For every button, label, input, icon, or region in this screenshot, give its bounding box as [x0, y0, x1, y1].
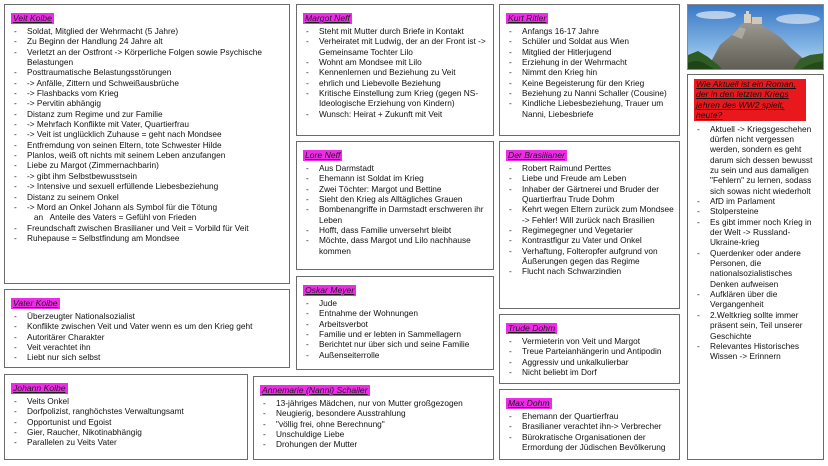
list-item: - Bombenangriffe in Darmstadt erschweren ihr Leben [303, 204, 489, 225]
oskar-meyer-box [296, 276, 494, 370]
list-item: - Distanz zum Regime und zur Familie [11, 109, 285, 119]
list-item: - Berichtet nur über sich und seine Familie [303, 339, 489, 349]
annemarie-schaller-list [260, 398, 489, 450]
list-item: - Kennenlernen und Beziehung zu Veit [303, 67, 489, 77]
list-item: - Opportunist und Egoist [11, 417, 243, 427]
list-item: - Konflikte zwischen Veit und Vater wenn es um den Krieg geht [11, 321, 285, 331]
list-item: - Distanz zu seinem Onkel [11, 192, 285, 202]
trude-dohm-list [506, 336, 675, 377]
annemarie-schaller-box [253, 376, 494, 460]
list-item: - -> Pervitin abhängig [11, 98, 285, 108]
list-item: - Wohnt am Mondsee mit Lilo [303, 57, 489, 67]
list-item: - Aus Darmstadt [303, 163, 489, 173]
list-item: - ehrlich und Liebevolle Beziehung [303, 78, 489, 88]
list-item: - Regimegegner und Vegetarier [506, 225, 675, 235]
max-dohm-list [506, 411, 675, 452]
trude-dohm-box [499, 314, 680, 384]
list-item: - Robert Raimund Perttes [506, 163, 675, 173]
list-item: - Liebe und Freude am Leben [506, 173, 675, 183]
list-item: - Entnahme der Wohnungen [303, 308, 489, 318]
list-item: - Zu Beginn der Handlung 24 Jahre alt [11, 36, 285, 46]
lore-neff-list [303, 163, 489, 256]
list-item: - AfD im Parlament [694, 196, 819, 206]
kurt-ritler-box [499, 4, 680, 136]
oskar-meyer-title: Oskar Meyer [305, 285, 355, 295]
list-item: - Brasilianer verachtet ihn-> Verbrecher [506, 421, 675, 431]
list-item: - Es gibt immer noch Krieg in der Welt -> Russland-Ukraine-krieg [694, 217, 819, 248]
brasilianer-title: Der Brasilianer [508, 150, 565, 160]
list-item: - Freundschaft zwischen Brasilianer und Veit = Vorbild für Veit [11, 223, 285, 233]
list-item: - Entfremdung von seinen Eltern, tote Schwester Hilde [11, 140, 285, 150]
vater-kolbe-box [4, 289, 290, 368]
list-item: - -> Mord an Onkel Johann als Symbol für die Tötung an Anteile des Vaters = Gefühl von Frieden [11, 202, 285, 223]
list-item: - Verheiratet mit Ludwig, der an der Front ist -> Gemeinsame Tochter Lilo [303, 36, 489, 57]
vater-kolbe-list [11, 311, 285, 363]
list-item: - Überzeugter Nationalsozialist [11, 311, 285, 321]
list-item: - Jude [303, 298, 489, 308]
list-item: - Relevantes Historisches Wissen -> Erinnern [694, 341, 819, 362]
veit-kolbe-list [11, 26, 285, 243]
list-item: - Unschuldige Liebe [260, 429, 489, 439]
list-item: - -> gibt ihm Selbstbewusstsein [11, 171, 285, 181]
list-item: - Beziehung zu Nanni Schaller (Cousine) [506, 88, 675, 98]
list-item: - Kehrt wegen Eltern zurück zum Mondsee -> Fehler! Will zurück nach Brasilien [506, 204, 675, 225]
list-item: - Schüler und Soldat aus Wien [506, 36, 675, 46]
vater-kolbe-title: Vater Kolbe [13, 298, 58, 308]
list-item: - "völlig frei, ohne Berechnung" [260, 419, 489, 429]
list-item: - Autoritärer Charakter [11, 332, 285, 342]
list-item: - Kontrastfigur zu Vater und Onkel [506, 235, 675, 245]
veit-kolbe-box [4, 4, 290, 284]
margot-neff-title: Margot Neff [305, 13, 350, 23]
list-item: - Aktuell -> Kriegsgeschehen dürfen nicht vergessen werden, sondern es geht darum sich dessen bewusst zu sein und aus damaligen "Fehlern" zu lernen, sodass sich sowas nicht wiederholt [694, 124, 819, 196]
list-item: - Keine Begeisterung für den Krieg [506, 78, 675, 88]
list-item: - Liebt nur sich selbst [11, 352, 285, 362]
margot-neff-list [303, 26, 489, 119]
list-item: - -> Flashbacks vom Krieg [11, 88, 285, 98]
brasilianer-box [499, 141, 680, 309]
list-item: - Ehemann ist Soldat im Krieg [303, 173, 489, 183]
list-item: - Möchte, dass Margot und Lilo nachhause kommen [303, 235, 489, 256]
oskar-meyer-list [303, 298, 489, 360]
list-item: - -> Anfälle, Zittern und Schweißausbrüche [11, 78, 285, 88]
list-item: - Neugierig, besondere Ausstrahlung [260, 408, 489, 418]
list-item: - Ruhepause = Selbstfindung am Mondsee [11, 233, 285, 243]
list-item: - Liebe zu Margot (Zimmernachbarin) [11, 160, 285, 170]
aktualitaet-title: Wie Aktuell ist ein Roman, der in den letzten Kriegs jahren des WW2 spielt, heute? [694, 79, 806, 121]
margot-neff-box [296, 4, 494, 136]
list-item: - Bürokratische Organisationen der Ermordung der Jüdischen Bevölkerung [506, 432, 675, 453]
list-item: - Flucht nach Schwarzindien [506, 266, 675, 276]
list-item: - Veit verachtet ihn [11, 342, 285, 352]
castle-photo [687, 4, 824, 70]
list-item: - Anfangs 16-17 Jahre [506, 26, 675, 36]
list-item: - Parallelen zu Veits Vater [11, 437, 243, 447]
list-item: - Verhaftung, Folteropfer aufgrund von Äußerungen gegen das Regime [506, 246, 675, 267]
max-dohm-box [499, 389, 680, 460]
list-item: - Querdenker oder andere Personen, die nationalsozialistisches Denken aufweisen [694, 248, 819, 289]
lore-neff-box [296, 141, 494, 270]
list-item: - Außenseiterrolle [303, 350, 489, 360]
list-item: - 2.Weltkrieg sollte immer präsent sein, Teil unserer Geschichte [694, 310, 819, 341]
kurt-ritler-title: Kurt Ritler [508, 13, 547, 23]
list-item: - Zwei Töchter: Margot und Bettine [303, 184, 489, 194]
kurt-ritler-list [506, 26, 675, 119]
list-item: - -> Veit ist unglücklich Zuhause = geht nach Mondsee [11, 129, 285, 139]
aktualitaet-list [694, 124, 819, 362]
johann-kolbe-box [4, 374, 248, 460]
list-item: - Sieht den Krieg als Alltägliches Grauen [303, 194, 489, 204]
list-item: - Nimmt den Krieg hin [506, 67, 675, 77]
annemarie-schaller-title: Annemarie (Nanni) Schaller [262, 385, 368, 395]
max-dohm-title: Max Dohm [508, 398, 550, 408]
list-item: - Stolpersteine [694, 206, 819, 216]
list-item: - Wunsch: Heirat + Zukunft mit Veit [303, 109, 489, 119]
list-item: - Treue Parteianhängerin und Antipodin [506, 346, 675, 356]
list-item: - Kritische Einstellung zum Krieg (gegen NS-Ideologische Erziehung von Kindern) [303, 88, 489, 109]
list-item: - Kindliche Liebesbeziehung, Trauer um Nanni, Liebesbriefe [506, 98, 675, 119]
list-item: - Dorfpolizist, ranghöchstes Verwaltungsamt [11, 406, 243, 416]
list-item: - -> Mehrfach Konflikte mit Vater, Quartierfrau [11, 119, 285, 129]
veit-kolbe-title: Veit Kolbe [13, 13, 52, 23]
list-item: - Erziehung in der Wehrmacht [506, 57, 675, 67]
list-item: - -> Intensive und sexuell erfüllende Liebesbeziehung [11, 181, 285, 191]
list-item: - Verletzt an der Ostfront -> Körperliche Folgen sowie Psychische Belastungen [11, 47, 285, 68]
list-item: - Nicht beliebt im Dorf [506, 367, 675, 377]
list-item: - Familie und er lebten in Sammellagern [303, 329, 489, 339]
list-item: - 13-jähriges Mädchen, nur von Mutter großgezogen [260, 398, 489, 408]
list-item: - Vermieterin von Veit und Margot [506, 336, 675, 346]
list-item: - Soldat, Mitglied der Wehrmacht (5 Jahre) [11, 26, 285, 36]
list-item: - Hofft, dass Familie unversehrt bleibt [303, 225, 489, 235]
list-item: - Veits Onkel [11, 396, 243, 406]
list-item: - Planlos, weiß oft nichts mit seinem Leben anzufangen [11, 150, 285, 160]
list-item: - Gier, Raucher, Nikotinabhängig [11, 427, 243, 437]
list-item: - Posttraumatische Belastungsstörungen [11, 67, 285, 77]
johann-kolbe-title: Johann Kolbe [13, 383, 66, 393]
list-item: - Mitglied der Hitlerjugend [506, 47, 675, 57]
list-item: - Ehemann der Quartierfrau [506, 411, 675, 421]
list-item: - Arbeitsverbot [303, 319, 489, 329]
trude-dohm-title: Trude Dohm [508, 323, 556, 333]
list-item: - Steht mit Mutter durch Briefe in Kontakt [303, 26, 489, 36]
list-item: - Aufklären über die Vergangenheit [694, 289, 819, 310]
list-item: - Drohungen der Mutter [260, 439, 489, 449]
johann-kolbe-list [11, 396, 243, 448]
aktualitaet-box [687, 74, 824, 460]
list-item: - Aggressiv und unkalkulierbar [506, 357, 675, 367]
brasilianer-list [506, 163, 675, 277]
list-item: - Inhaber der Gärtnerei und Bruder der Quartierfrau Trude Dohm [506, 184, 675, 205]
lore-neff-title: Lore Neff [305, 150, 341, 160]
